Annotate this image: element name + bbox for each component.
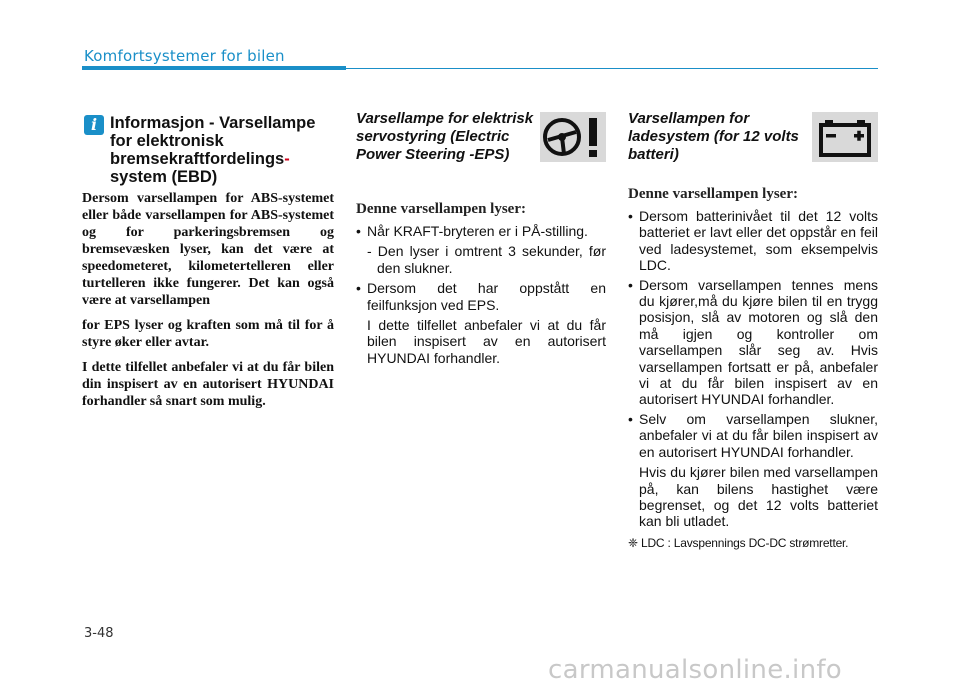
header-rule bbox=[346, 68, 878, 69]
list-item: • Dersom batterinivået til det 12 volts batteriet er lavt eller det oppstår en feil ved ladesystemet, som eksempelvis LDC. bbox=[628, 208, 878, 274]
section-title: Komfortsystemer for bilen bbox=[84, 47, 285, 65]
info-title: Informasjon - Varsellampe for elektronisk bremsekraftfordelings- system (EBD) bbox=[110, 114, 316, 186]
list-item: • Dersom varsellampen tennes mens du kjører,må du kjøre bilen til en trygg posisjon, slå av motoren og slå den må igjen og kontroller om varsellampen slår seg av. Hvis varsellampen fortsatt er på, anbefaler vi at du får bilen inspisert av en autorisert HYUNDAI forhandler. bbox=[628, 276, 878, 408]
charging-list bbox=[628, 208, 878, 550]
charging-section-title: Varsellampen for ladesystem (for 12 volts batteri) bbox=[628, 110, 799, 163]
eps-section-title: Varsellampe for elektrisk servostyring (Electric Power Steering -EPS) bbox=[356, 110, 534, 163]
footnote: ❈ LDC : Lavspennings DC-DC strømretter. bbox=[628, 535, 849, 550]
list-paragraph: Hvis du kjører bilen med varsellampen på, kan bilens hastighet være begrenset, og det 12 volts batteriet kan bli utladet. bbox=[639, 464, 878, 530]
list-item: • Selv om varsellampen slukner, anbefaler vi at du får bilen inspisert av en autorisert HYUNDAI forhandler. bbox=[628, 410, 878, 460]
header-rule-accent bbox=[82, 66, 346, 70]
info-body bbox=[82, 190, 334, 418]
info-paragraph: Dersom varsellampen for ABS-systemet eller både varsellampen for ABS-systemet og for parkeringsbremsen og bremsevæsken lyser, kan det være at speedometeret, kilometertelleren eller turtelleren ikke fungerer. Det kan også være at varsellampen bbox=[82, 191, 334, 308]
charging-lights-heading: Denne varsellampen lyser: bbox=[628, 186, 798, 202]
battery-warning-icon bbox=[812, 112, 878, 162]
info-icon: i bbox=[84, 115, 104, 135]
info-paragraph: I dette tilfellet anbefaler vi at du får bilen din inspisert av en autorisert HYUNDAI forhandler så snart som mulig. bbox=[82, 360, 334, 409]
list-paragraph: I dette tilfellet anbefaler vi at du får bilen inspisert av en autorisert HYUNDAI forhandler. bbox=[367, 317, 606, 366]
steering-wheel-warning-icon bbox=[540, 112, 606, 162]
info-paragraph: for EPS lyser og kraften som må til for å styre øker eller avtar. bbox=[82, 318, 334, 350]
watermark: carmanualsonline.info bbox=[548, 655, 843, 685]
page-number: 3-48 bbox=[84, 626, 114, 641]
title-dash: - bbox=[284, 150, 290, 168]
list-item: • Når KRAFT-bryteren er i PÅ-stilling. bbox=[356, 223, 588, 239]
eps-lights-heading: Denne varsellampen lyser: bbox=[356, 201, 526, 217]
list-item: • Dersom det har oppstått en feilfunksjon ved EPS. bbox=[356, 280, 606, 313]
eps-list bbox=[356, 223, 606, 370]
list-subitem: - Den lyser i omtrent 3 sekunder, før den slukner. bbox=[367, 243, 606, 276]
